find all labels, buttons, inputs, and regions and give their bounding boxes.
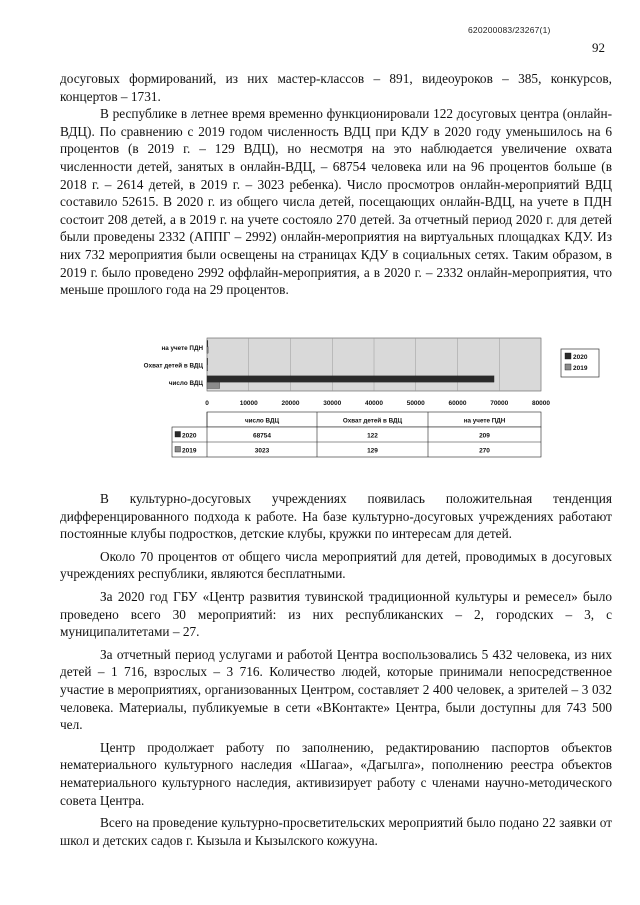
legend-swatch — [565, 353, 571, 359]
tick-label: 60000 — [448, 400, 467, 407]
bar-2020 — [207, 340, 208, 346]
table-row-swatch — [175, 447, 181, 453]
tick-label: 50000 — [406, 400, 425, 407]
table-cell: 122 — [367, 432, 378, 440]
table-cell: 270 — [479, 447, 490, 455]
paragraph: В культурно-досуговых учреждениях появилась положительная тенденция дифференцированного подхода к работе. На базе культурно-досуговых учреждениях работают постоянные клубы подростков, детские клубы, кружки по интересам для детей. — [60, 491, 612, 542]
category-label: число ВДЦ — [168, 380, 203, 388]
tick-label: 0 — [205, 400, 209, 407]
bar-2020 — [207, 376, 494, 382]
paragraph: В республике в летнее время временно функционировали 122 досуговых центра (онлайн-ВДЦ). По сравнению с 2019 годом численность ВДЦ при КДУ в 2020 году уменьшилось на 6 процентов (в 2019 г. – 129 ВДЦ), но несмотря на это наблюдается увеличение охвата численности детей, занятых в онлайн-ВДЦ, – 68754 человека или на 96 процентов больше (в 2018 г. – 2614 детей, в 2019 г. – 3023 ребенка). Число просмотров онлайн-мероприятий ВДЦ составило 52615. В 2020 г. из общего числа детей, посещающих онлайн-ВДЦ, на учете в ПДН состоит 208 детей, а в 2019 г. на учете состояло 270 детей. За отчетный период 2020 г. для детей были проведены 2332 (АППГ – 2992) онлайн-мероприятия на виртуальных площадках КДУ. Из них 732 мероприятия были освещены на страницах КДУ в социальных сетях. Таким образом, в 2019 г. было проведено 2992 оффлайн-мероприятия, а в 2020 г. – 2332 онлайн-мероприятия, что меньше прошлого года на 29 процентов. — [60, 106, 612, 298]
paragraph: Всего на проведение культурно-просветительских мероприятий было подано 22 заявки от школ и детских садов г. Кызыла и Кызылского кожууна. — [60, 815, 612, 848]
paragraph: Около 70 процентов от общего числа мероприятий для детей, проводимых в досуговых учреждениях республики, являются бесплатными. — [60, 548, 612, 582]
table-row-swatch — [175, 432, 181, 438]
category-label: Охват детей в ВДЦ — [143, 362, 203, 370]
tick-label: 80000 — [531, 400, 551, 407]
chart-data-table — [172, 412, 541, 457]
document-id: 620200083/23267(1) — [468, 25, 551, 35]
tick-label: 20000 — [281, 400, 300, 407]
table-cell: 68754 — [252, 432, 272, 440]
table-cell: 3023 — [254, 447, 270, 455]
table-header-cell: число ВДЦ — [244, 417, 280, 425]
bar-2020 — [207, 358, 208, 364]
table-cell: 129 — [367, 447, 378, 455]
table-row-label: 2019 — [182, 447, 197, 455]
paragraph: Центр продолжает работу по заполнению, редактированию паспортов объектов нематериального культурного наследия «Шагаа», «Дагылга», пополнению реестра объектов нематериального культурного наследия, активизирует работу с членами научно-методического совета Центра. — [60, 739, 612, 808]
bar-2019 — [207, 382, 220, 388]
table-cell: 209 — [479, 432, 490, 440]
page-number: 92 — [592, 40, 605, 55]
plot-area — [144, 338, 541, 391]
legend-label: 2020 — [573, 354, 588, 361]
legend-label: 2019 — [573, 365, 588, 372]
bar-2019 — [207, 347, 208, 353]
tick-label: 30000 — [323, 400, 342, 407]
table-row-label: 2020 — [182, 432, 197, 440]
paragraph: За отчетный период услугами и работой Центра воспользовались 5 432 человека, из них детей – 1 716, взрослых – 3 716. Количество людей, которые принимали непосредственное участие в мероприятиях, организованных Центром, составляет 2 400 человек, а зрителей – 3 032 человека. Материалы, публикуемые в сети «ВКонтакте» Центра, были доступны для 743 500 чел. — [60, 646, 612, 733]
table-header-cell: на учете ПДН — [463, 417, 506, 425]
paragraph: досуговых формирований, из них мастер-классов – 891, видеоуроков – 385, конкурсов, концертов – 1731. — [60, 71, 612, 104]
x-axis-ticks — [205, 400, 550, 407]
text-block-bottom — [60, 490, 612, 854]
table-header-cell: Охват детей в ВДЦ — [342, 417, 403, 425]
bar-2019 — [207, 365, 208, 371]
tick-label: 10000 — [239, 400, 258, 407]
paragraph: За 2020 год ГБУ «Центр развития тувинской традиционной культуры и ремесел» было проведено всего 30 мероприятий: из них республиканских – 2, городских – 3, с муниципалитетами – 27. — [60, 588, 612, 640]
legend-swatch — [565, 364, 571, 370]
tick-label: 70000 — [490, 400, 509, 407]
tick-label: 40000 — [364, 400, 384, 407]
category-label: на учете ПДН — [161, 344, 203, 352]
chart-legend — [561, 349, 599, 377]
